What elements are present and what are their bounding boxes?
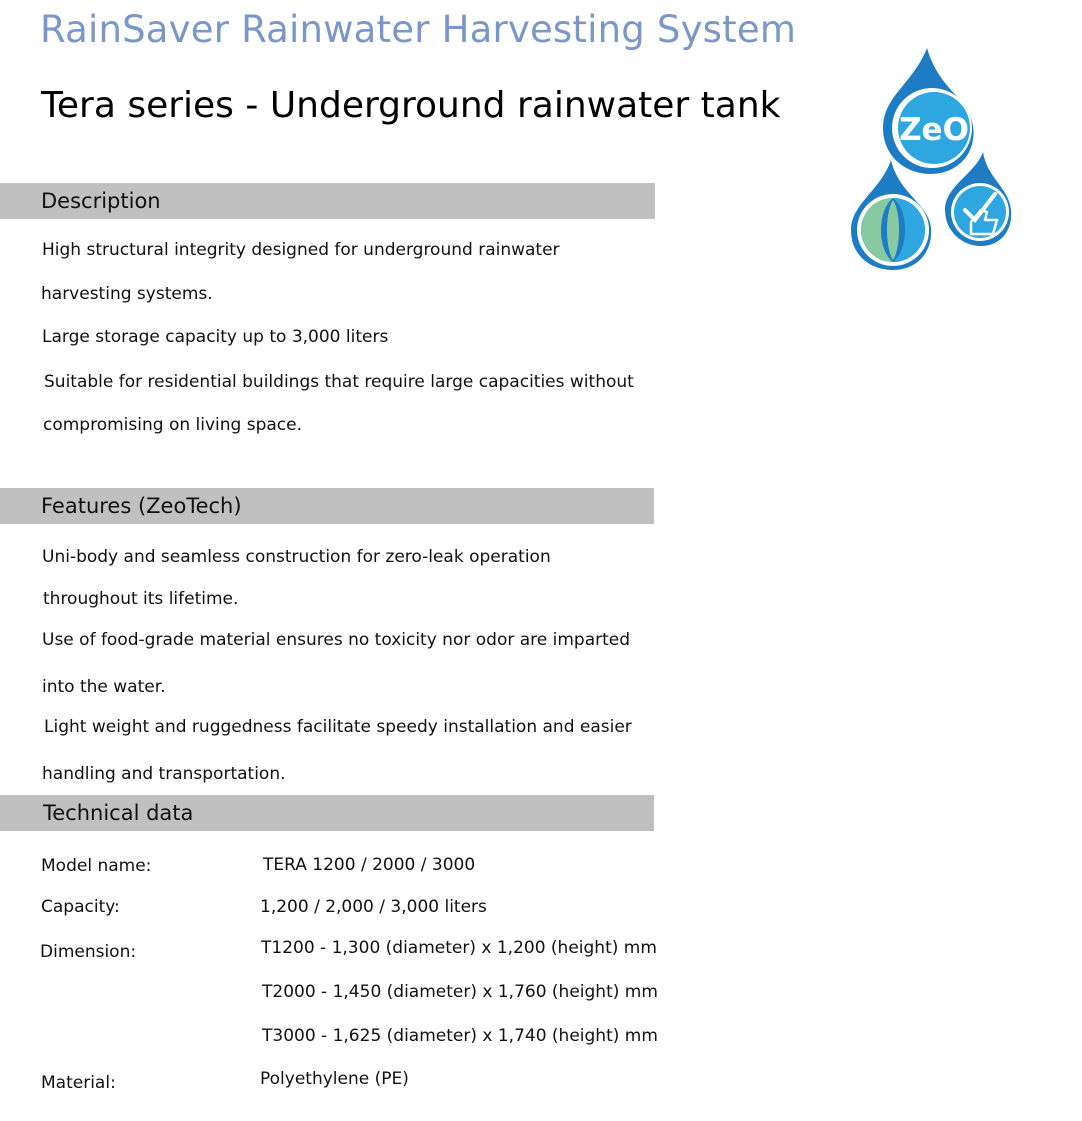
model-name-value: TERA 1200 / 2000 / 3000 bbox=[263, 855, 476, 875]
dimension-value: T1200 - 1,300 (diameter) x 1,200 (height) mm bbox=[261, 938, 657, 958]
description-line: Large storage capacity up to 3,000 liters bbox=[42, 327, 389, 347]
capacity-value: 1,200 / 2,000 / 3,000 liters bbox=[260, 897, 487, 917]
product-subtitle: Tera series - Underground rainwater tank bbox=[41, 85, 781, 126]
description-line: harvesting systems. bbox=[41, 284, 213, 304]
description-section-bar bbox=[0, 183, 655, 219]
features-line: handling and transportation. bbox=[42, 764, 286, 784]
dimension-label: Dimension: bbox=[40, 942, 137, 962]
dimension-value: T3000 - 1,625 (diameter) x 1,740 (height) mm bbox=[262, 1026, 658, 1046]
material-label: Material: bbox=[41, 1073, 116, 1093]
features-line: Light weight and ruggedness facilitate speedy installation and easier bbox=[44, 717, 632, 737]
description-line: High structural integrity designed for underground rainwater bbox=[42, 240, 560, 260]
zeo-logo-icon bbox=[843, 44, 1018, 276]
capacity-label: Capacity: bbox=[41, 897, 120, 917]
model-name-label: Model name: bbox=[41, 856, 152, 876]
document-title: RainSaver Rainwater Harvesting System bbox=[40, 8, 797, 51]
description-heading: Description bbox=[41, 189, 161, 213]
features-line: Use of food-grade material ensures no toxicity nor odor are imparted bbox=[42, 630, 631, 650]
description-line: Suitable for residential buildings that require large capacities without bbox=[44, 372, 634, 392]
technical-heading: Technical data bbox=[43, 801, 194, 825]
features-section-bar bbox=[0, 488, 654, 524]
features-line: Uni-body and seamless construction for zero-leak operation bbox=[42, 547, 551, 567]
features-line: throughout its lifetime. bbox=[43, 589, 239, 609]
features-line: into the water. bbox=[42, 677, 166, 697]
logo-text: ZeO bbox=[899, 112, 969, 148]
material-value: Polyethylene (PE) bbox=[260, 1069, 409, 1089]
technical-section-bar bbox=[0, 795, 654, 831]
description-line: compromising on living space. bbox=[43, 415, 303, 435]
dimension-value: T2000 - 1,450 (diameter) x 1,760 (height) mm bbox=[262, 982, 658, 1002]
features-heading: Features (ZeoTech) bbox=[41, 494, 242, 518]
